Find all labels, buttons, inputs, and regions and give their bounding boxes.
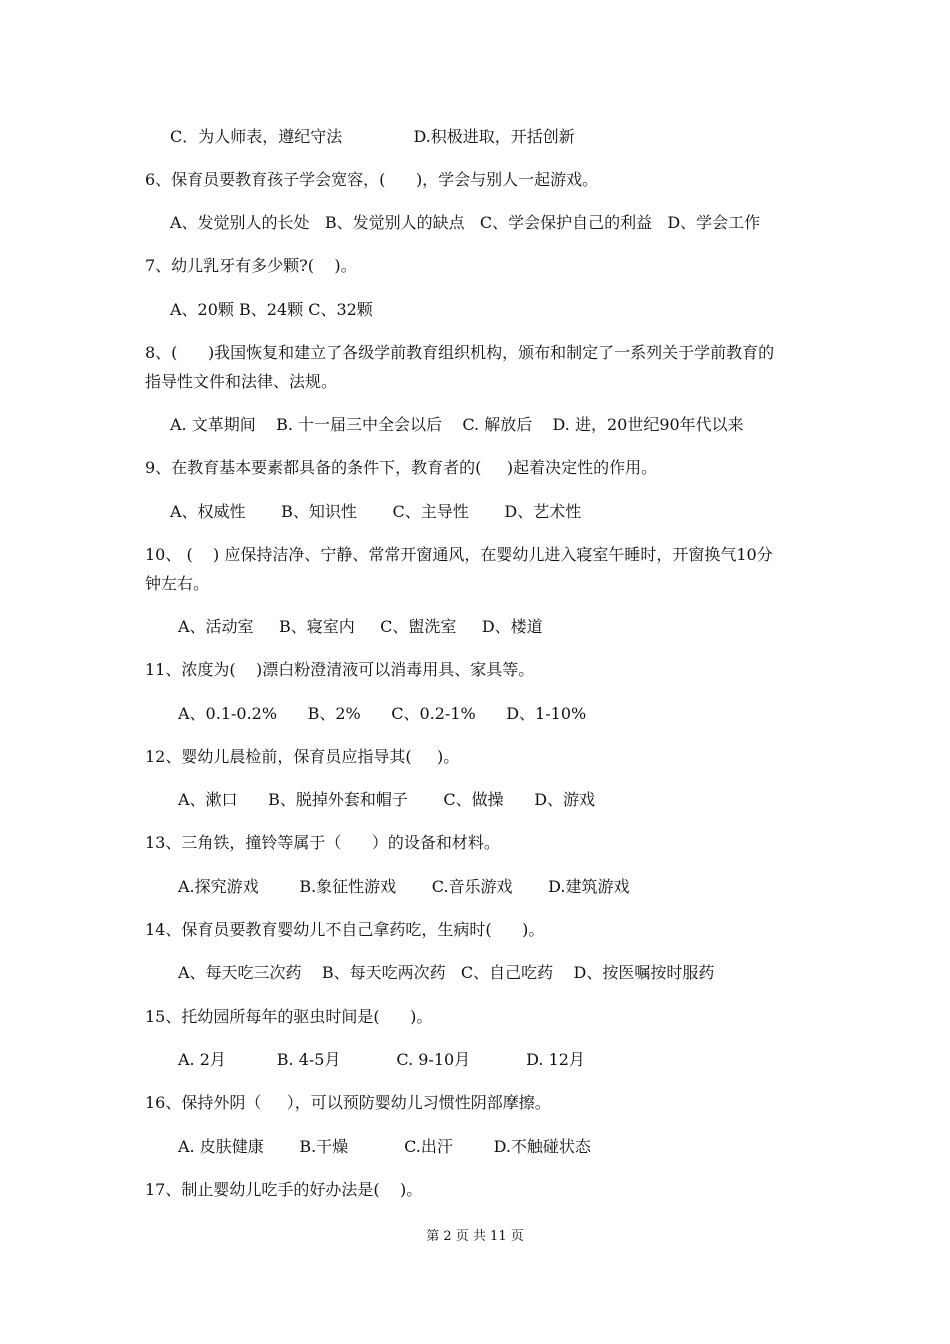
question-15: 15、托幼园所每年的驱虫时间是( )。 <box>145 1007 433 1026</box>
question-11: 11、浓度为( )漂白粉澄清液可以消毒用具、家具等。 <box>145 660 535 679</box>
question-8-line-2: 指导性文件和法律、法规。 <box>145 372 338 391</box>
question-9: 9、在教育基本要素都具备的条件下，教育者的( )起着决定性的作用。 <box>145 458 658 477</box>
q13-options: A.探究游戏 B.象征性游戏 C.音乐游戏 D.建筑游戏 <box>178 877 630 896</box>
question-10-line-2: 钟左右。 <box>145 574 210 593</box>
question-7: 7、幼儿乳牙有多少颗?( )。 <box>145 256 357 275</box>
question-12: 12、婴幼儿晨检前，保育员应指导其( )。 <box>145 747 460 766</box>
question-17: 17、制止婴幼儿吃手的好办法是( )。 <box>145 1180 423 1199</box>
question-16: 16、保持外阴（ ），可以预防婴幼儿习惯性阴部摩擦。 <box>145 1093 551 1112</box>
q9-options: A、权威性 B、知识性 C、主导性 D、艺术性 <box>170 502 582 521</box>
question-8-line-1: 8、( )我国恢复和建立了各级学前教育组织机构，颁布和制定了一系列关于学前教育的 <box>145 343 775 362</box>
q16-options: A. 皮肤健康 B.干燥 C.出汗 D.不触碰状态 <box>178 1137 591 1156</box>
q8-options: A. 文革期间 B. 十一届三中全会以后 C. 解放后 D. 进，20世纪90年代以来 <box>170 415 744 434</box>
question-13: 13、三角铁，撞铃等属于（ ）的设备和材料。 <box>145 833 500 852</box>
page-footer: 第 2 页 共 11 页 <box>426 1229 524 1244</box>
q5-options-cd: C．为人师表，遵纪守法 D.积极进取，开括创新 <box>170 127 575 146</box>
q15-options: A. 2月 B. 4-5月 C. 9-10月 D. 12月 <box>178 1050 585 1069</box>
q10-options: A、活动室 B、寝室内 C、盥洗室 D、楼道 <box>178 617 543 636</box>
q11-options: A、0.1-0.2% B、2% C、0.2-1% D、1-10% <box>178 704 587 723</box>
question-10-line-1: 10、 ( ) 应保持洁净、宁静、常常开窗通风，在婴幼儿进入寝室午睡时，开窗换气10分 <box>145 545 773 564</box>
q14-options: A、每天吃三次药 B、每天吃两次药 C、自己吃药 D、按医嘱按时服药 <box>178 963 715 982</box>
question-6: 6、保育员要教育孩子学会宽容，( )，学会与别人一起游戏。 <box>145 170 599 189</box>
q7-options: A、20颗 B、24颗 C、32颗 <box>170 300 373 319</box>
q12-options: A、漱口 B、脱掉外套和帽子 C、做操 D、游戏 <box>178 790 596 809</box>
q6-options: A、发觉别人的长处 B、发觉别人的缺点 C、学会保护自己的利益 D、学会工作 <box>170 213 761 232</box>
question-14: 14、保育员要教育婴幼儿不自己拿药吃，生病时( )。 <box>145 920 545 939</box>
